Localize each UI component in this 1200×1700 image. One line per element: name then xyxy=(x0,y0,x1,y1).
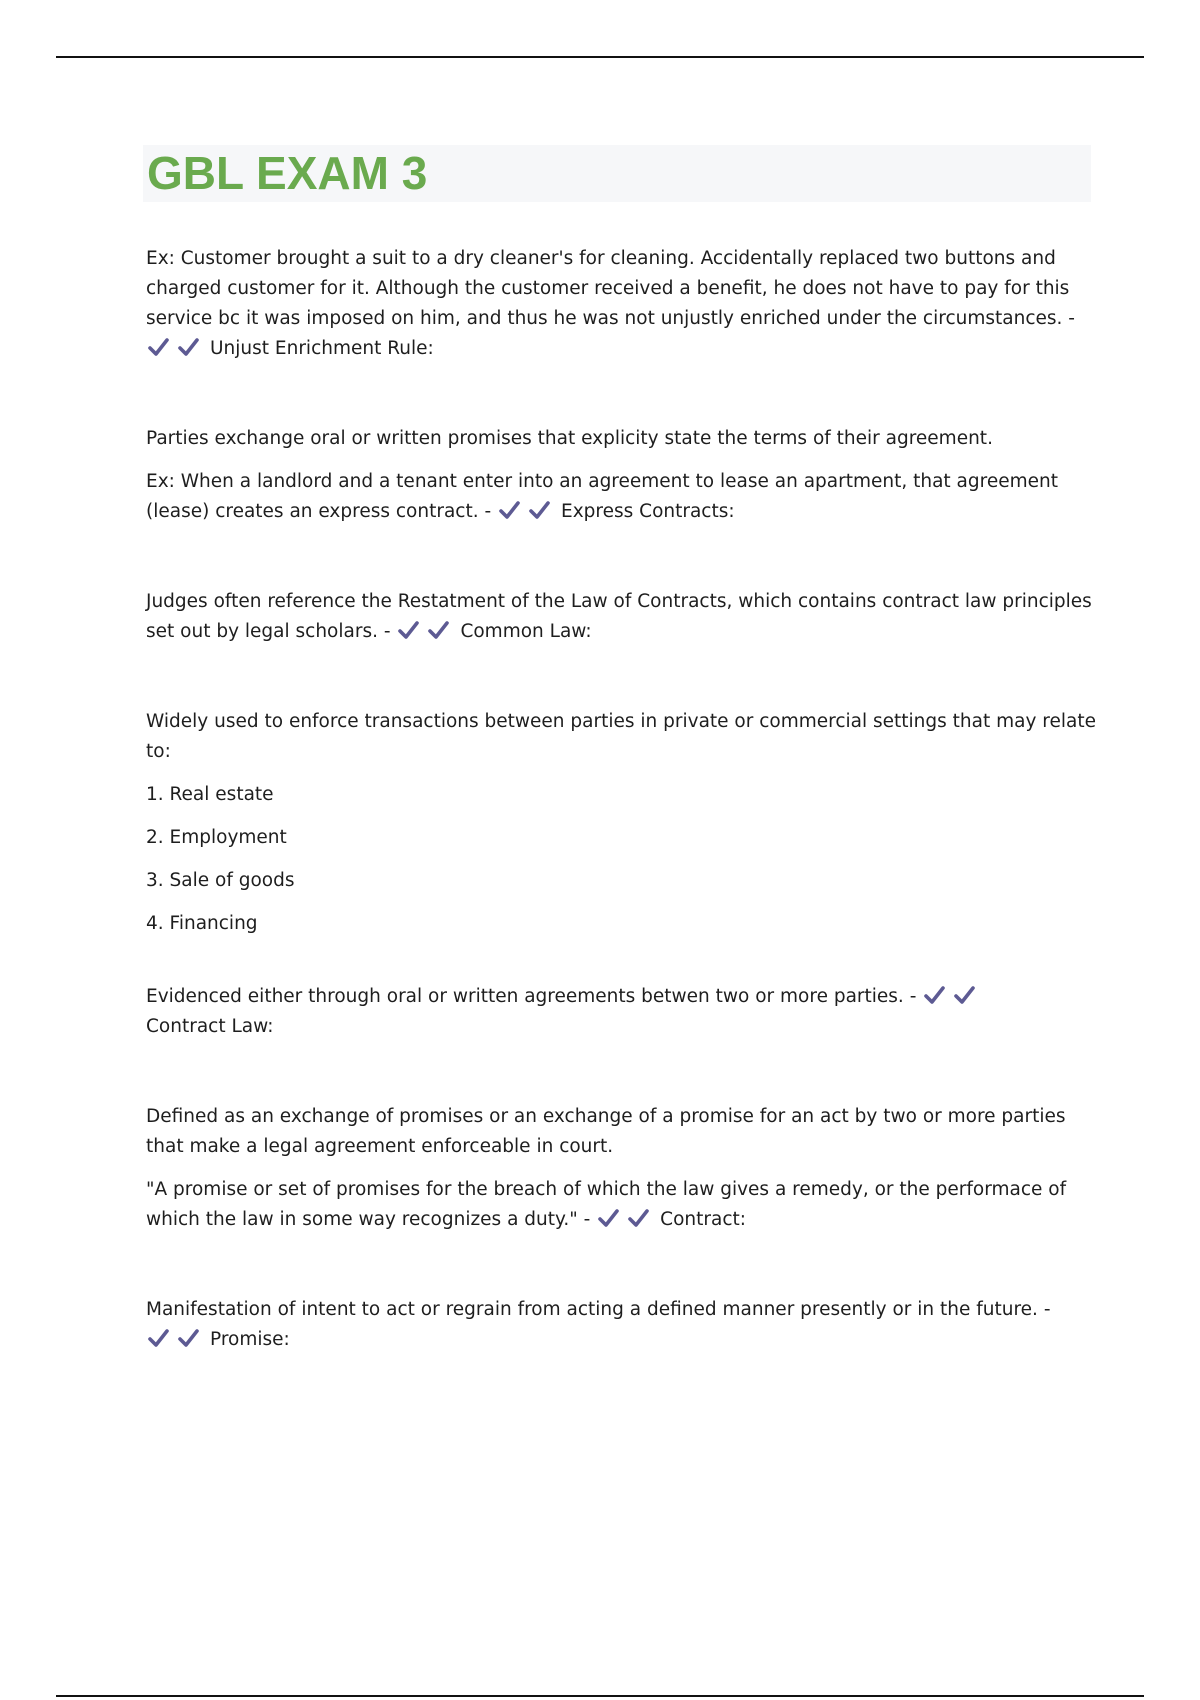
double-check-icon xyxy=(497,497,557,527)
card-text-content: "A promise or set of promises for the breach of which the law gives a remedy, or the performace of which the law in some way recognizes a duty." - xyxy=(146,1179,1067,1230)
card-text xyxy=(146,1295,1096,1355)
check-icon xyxy=(396,619,421,641)
card-text-content: Manifestation of intent to act or regrain from acting a defined manner presently or in the future. - xyxy=(146,1299,1051,1320)
double-check-icon xyxy=(922,982,982,1012)
card-text xyxy=(146,467,1096,527)
card-term: Common Law: xyxy=(460,621,592,642)
flashcard xyxy=(146,1102,1096,1235)
card-term: Contract Law: xyxy=(146,1016,274,1037)
check-icon xyxy=(176,1327,201,1349)
page-title: GBL EXAM 3 xyxy=(147,147,428,199)
card-text xyxy=(146,982,1096,1042)
check-icon xyxy=(527,499,552,521)
card-text xyxy=(146,587,1096,647)
check-icon xyxy=(497,499,522,521)
card-term: Unjust Enrichment Rule: xyxy=(210,338,434,359)
check-icon xyxy=(922,984,947,1006)
bottom-rule xyxy=(56,1695,1144,1697)
check-icon xyxy=(426,619,451,641)
card-term: Express Contracts: xyxy=(561,501,735,522)
check-icon xyxy=(596,1207,621,1229)
card-text xyxy=(146,1175,1096,1235)
check-icon xyxy=(626,1207,651,1229)
top-rule xyxy=(56,56,1144,58)
flashcard xyxy=(146,587,1096,647)
card-text-content: Ex: When a landlord and a tenant enter into an agreement to lease an apartment, that agreement (lease) creates an express contract. - xyxy=(146,471,1058,522)
card-term: Promise: xyxy=(210,1329,290,1350)
flashcard xyxy=(146,707,1096,1042)
card-text-content: Judges often reference the Restatment of the Law of Contracts, which contains contract law principles set out by legal scholars. - xyxy=(146,591,1092,642)
list-item: 1. Real estate xyxy=(146,784,274,805)
card-text: Widely used to enforce transactions between parties in private or commercial settings that may relate to: xyxy=(146,711,1097,762)
check-icon xyxy=(146,336,171,358)
card-text-content: Evidenced either through oral or written agreements betwen two or more parties. - xyxy=(146,986,917,1007)
double-check-icon xyxy=(146,1325,206,1355)
card-text-content: Ex: Customer brought a suit to a dry cleaner's for cleaning. Accidentally replaced two buttons and charged customer for it. Although the customer received a benefit, he does not have to pay for this service bc it was imposed on him, and thus he was not unjustly enriched under the circumstances. - xyxy=(146,248,1075,329)
list-item: 2. Employment xyxy=(146,827,287,848)
flashcard xyxy=(146,1295,1096,1355)
check-icon xyxy=(146,1327,171,1349)
card-text: Parties exchange oral or written promises that explicity state the terms of their agreement. xyxy=(146,428,993,449)
double-check-icon xyxy=(596,1205,656,1235)
double-check-icon xyxy=(146,334,206,364)
list-item: 4. Financing xyxy=(146,913,258,934)
flashcard-list xyxy=(146,244,1096,1355)
check-icon xyxy=(176,336,201,358)
card-text xyxy=(146,244,1096,364)
flashcard xyxy=(146,424,1096,527)
card-text: Defined as an exchange of promises or an exchange of a promise for an act by two or more parties that make a legal agreement enforceable in court. xyxy=(146,1106,1066,1157)
flashcard xyxy=(146,244,1096,364)
card-term: Contract: xyxy=(660,1209,746,1230)
double-check-icon xyxy=(396,617,456,647)
list-item: 3. Sale of goods xyxy=(146,870,295,891)
check-icon xyxy=(952,984,977,1006)
